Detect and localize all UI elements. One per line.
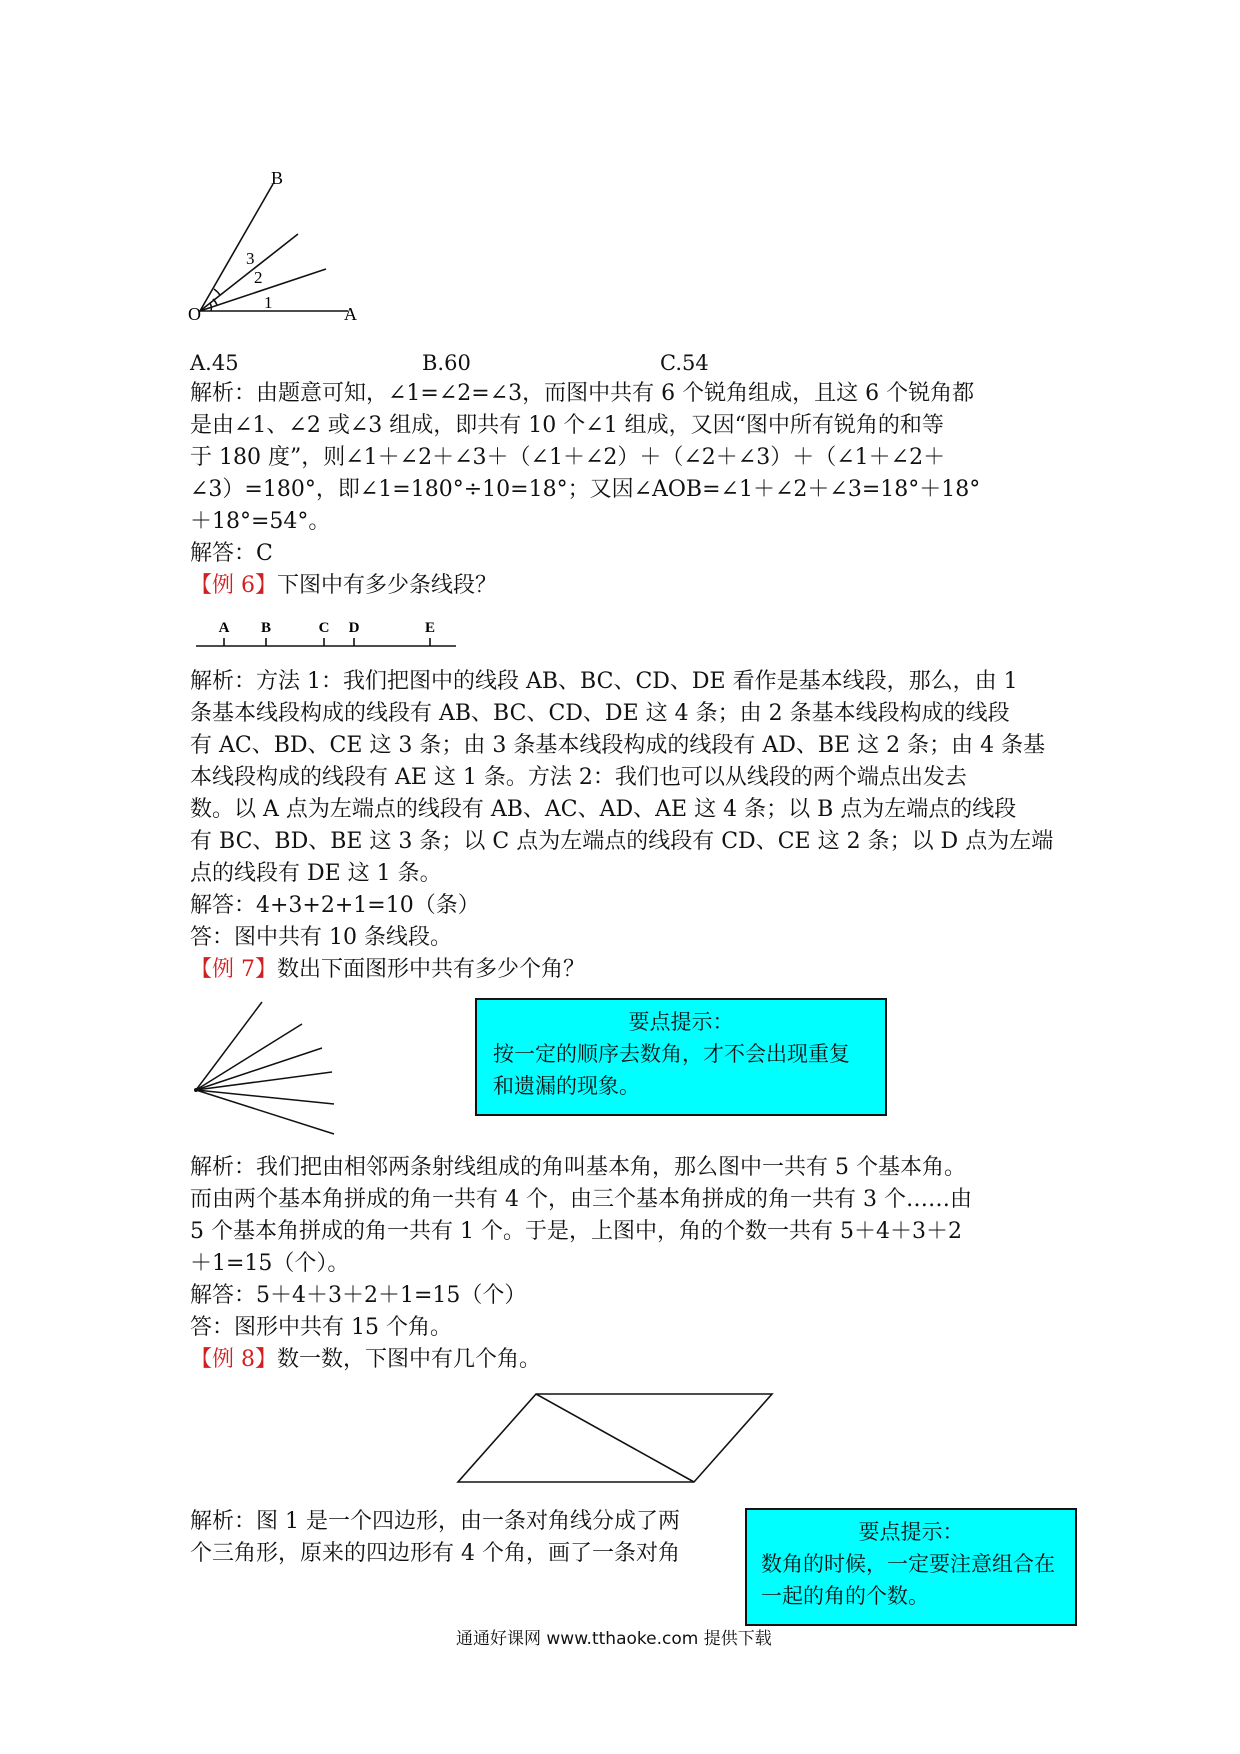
ray-ob [200, 184, 273, 311]
footer: 通通好课网 www.tthaoke.com 提供下载 [456, 1629, 772, 1649]
example-7-heading [190, 954, 585, 986]
label-angle-2: 2 [254, 268, 263, 287]
analysis6-line: 有 BC、BD、BE 这 3 条；以 C 点为左端点的线段有 CD、CE 这 2 条；以 D 点为左端 [190, 829, 1054, 854]
analysis7-line: ＋1=15（个）。 [190, 1251, 350, 1276]
ray [196, 1048, 322, 1090]
answer6: 解答：4+3+2+1=10（条） [190, 893, 480, 918]
example-tag: 【例 8】 [190, 1347, 277, 1372]
option-c: C.54 [660, 351, 709, 375]
tip-line: 数角的时候，一定要注意组合在 [761, 1552, 1055, 1576]
tip-box-1 [475, 998, 887, 1116]
example-question: 下图中有多少条线段？ [277, 573, 498, 598]
analysis7-line: 而由两个基本角拼成的角一共有 4 个，由三个基本角拼成的角一共有 3 个……由 [190, 1187, 972, 1212]
ray-mid-upper [200, 234, 298, 311]
reply7: 答：图形中共有 15 个角。 [190, 1315, 452, 1340]
analysis6-line: 本线段构成的线段有 AE 这 1 条。方法 2：我们也可以从线段的两个端点出发去 [190, 765, 967, 790]
example-question: 数出下面图形中共有多少个角？ [277, 957, 586, 982]
ray [196, 1002, 262, 1090]
label-b: B [271, 172, 284, 188]
analysis8-line: 个三角形，原来的四边形有 4 个角，画了一条对角 [190, 1541, 680, 1566]
point-a: A [218, 620, 230, 636]
answer1: 解答：C [190, 541, 273, 566]
reply6: 答：图中共有 10 条线段。 [190, 925, 452, 950]
analysis1-line: 是由∠1、∠2 或∠3 组成，即共有 10 个∠1 组成，又因“图中所有锐角的和等 [190, 413, 944, 438]
rays-figure [190, 998, 350, 1138]
analysis6-line: 点的线段有 DE 这 1 条。 [190, 861, 442, 886]
analysis6-line: 解析：方法 1：我们把图中的线段 AB、BC、CD、DE 看作是基本线段，那么，由 1 [190, 669, 1018, 694]
option-a: A.45 [190, 351, 239, 375]
analysis6-line: 有 AC、BD、CE 这 3 条；由 3 条基本线段构成的线段有 AD、BE 这 2 条；由 4 条基 [190, 733, 1046, 758]
example-8-heading [190, 1344, 541, 1376]
point-c: C [318, 620, 330, 636]
segment-figure [190, 612, 470, 662]
tip-line: 一起的角的个数。 [761, 1584, 929, 1608]
analysis1-line: ＋18°=54°。 [190, 509, 331, 534]
diagonal [536, 1394, 694, 1482]
analysis7-line: 5 个基本角拼成的角一共有 1 个。于是，上图中，角的个数一共有 5＋4＋3＋2 [190, 1219, 962, 1244]
analysis8-line: 解析：图 1 是一个四边形，由一条对角线分成了两 [190, 1509, 680, 1534]
tip-line: 按一定的顺序去数角，才不会出现重复 [493, 1042, 850, 1066]
analysis7-line: 解析：我们把由相邻两条射线组成的角叫基本角，那么图中一共有 5 个基本角。 [190, 1155, 966, 1180]
analysis6-line: 数。以 A 点为左端点的线段有 AB、AC、AD、AE 这 4 条；以 B 点为左端点的线段 [190, 797, 1017, 822]
label-a: A [344, 304, 357, 324]
ray [196, 1072, 332, 1090]
example-6-heading [190, 570, 497, 602]
tip-box-2 [745, 1508, 1077, 1626]
analysis1-line: 于 180 度”，则∠1＋∠2＋∠3＋（∠1＋∠2）＋（∠2＋∠3）＋（∠1＋∠2＋ [190, 445, 946, 470]
option-b: B.60 [422, 351, 471, 375]
tip-title: 要点提示： [858, 1520, 964, 1544]
ray-mid-lower [200, 269, 326, 311]
vertex-dot [194, 1088, 198, 1092]
label-o: O [188, 304, 201, 324]
example-tag: 【例 6】 [190, 573, 277, 598]
arc-3 [214, 289, 220, 295]
analysis1-line: 解析：由题意可知，∠1=∠2=∠3，而图中共有 6 个锐角组成，且这 6 个锐角都 [190, 381, 975, 406]
example-tag: 【例 7】 [190, 957, 277, 982]
tip-title: 要点提示： [628, 1010, 734, 1034]
point-b: B [260, 620, 272, 636]
example-question: 数一数，下图中有几个角。 [277, 1347, 542, 1372]
analysis6-line: 条基本线段构成的线段有 AB、BC、CD、DE 这 4 条；由 2 条基本线段构成的线段 [190, 701, 1010, 726]
label-angle-1: 1 [264, 293, 273, 312]
angle-figure [180, 172, 380, 332]
label-angle-3: 3 [246, 249, 255, 268]
point-d: D [348, 620, 360, 636]
analysis1-line: ∠3）=180°，即∠1=180°÷10=18°；又因∠AOB=∠1＋∠2＋∠3=18°＋18° [190, 477, 981, 502]
tip-line: 和遗漏的现象。 [493, 1074, 640, 1098]
ray [196, 1024, 302, 1090]
answer7: 解答：5＋4＋3＋2＋1=15（个） [190, 1283, 527, 1308]
point-e: E [424, 620, 436, 636]
parallelogram-figure [450, 1388, 780, 1490]
